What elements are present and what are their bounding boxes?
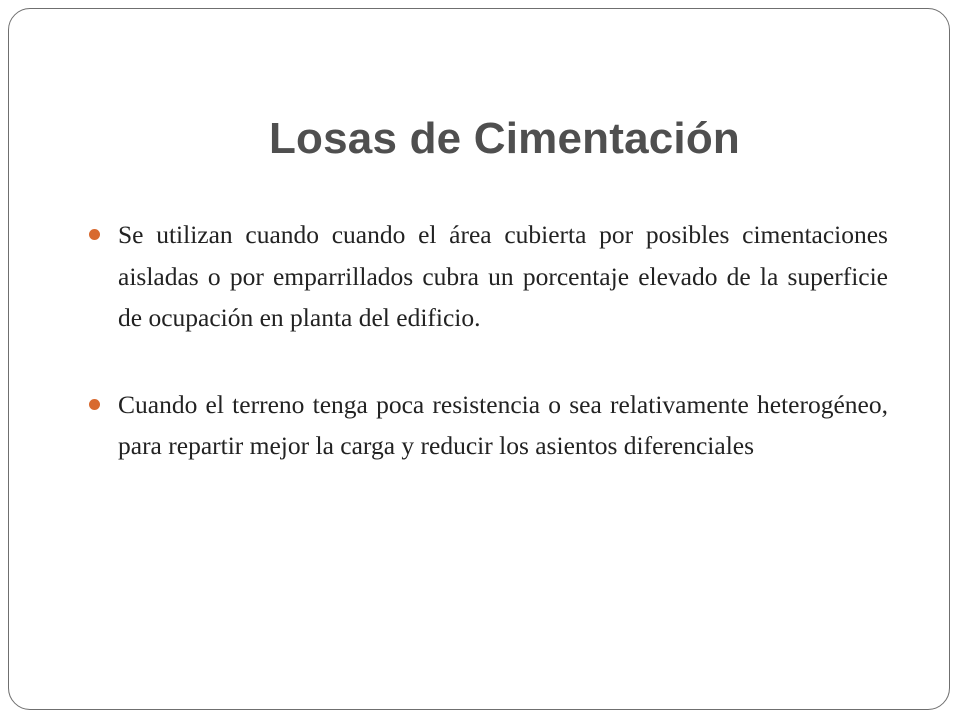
bullet-list [88, 214, 888, 467]
bullet-item-2 [88, 384, 888, 467]
slide-title: Losas de Cimentación [268, 114, 740, 164]
bullet-dot-icon [89, 229, 100, 240]
bullet-item-1 [88, 214, 888, 339]
bullet-dot-icon [89, 399, 100, 410]
bullet-text-1: Se utilizan cuando cuando el área cubierta por posibles cimentaciones aisladas o por emparrillados cubra un porcentaje elevado de la superficie de ocupación en planta del edificio. [118, 220, 888, 332]
bullet-text-2: Cuando el terreno tenga poca resistencia o sea relativamente heterogéneo, para repartir mejor la carga y reducir los asientos diferenciales [118, 389, 888, 460]
